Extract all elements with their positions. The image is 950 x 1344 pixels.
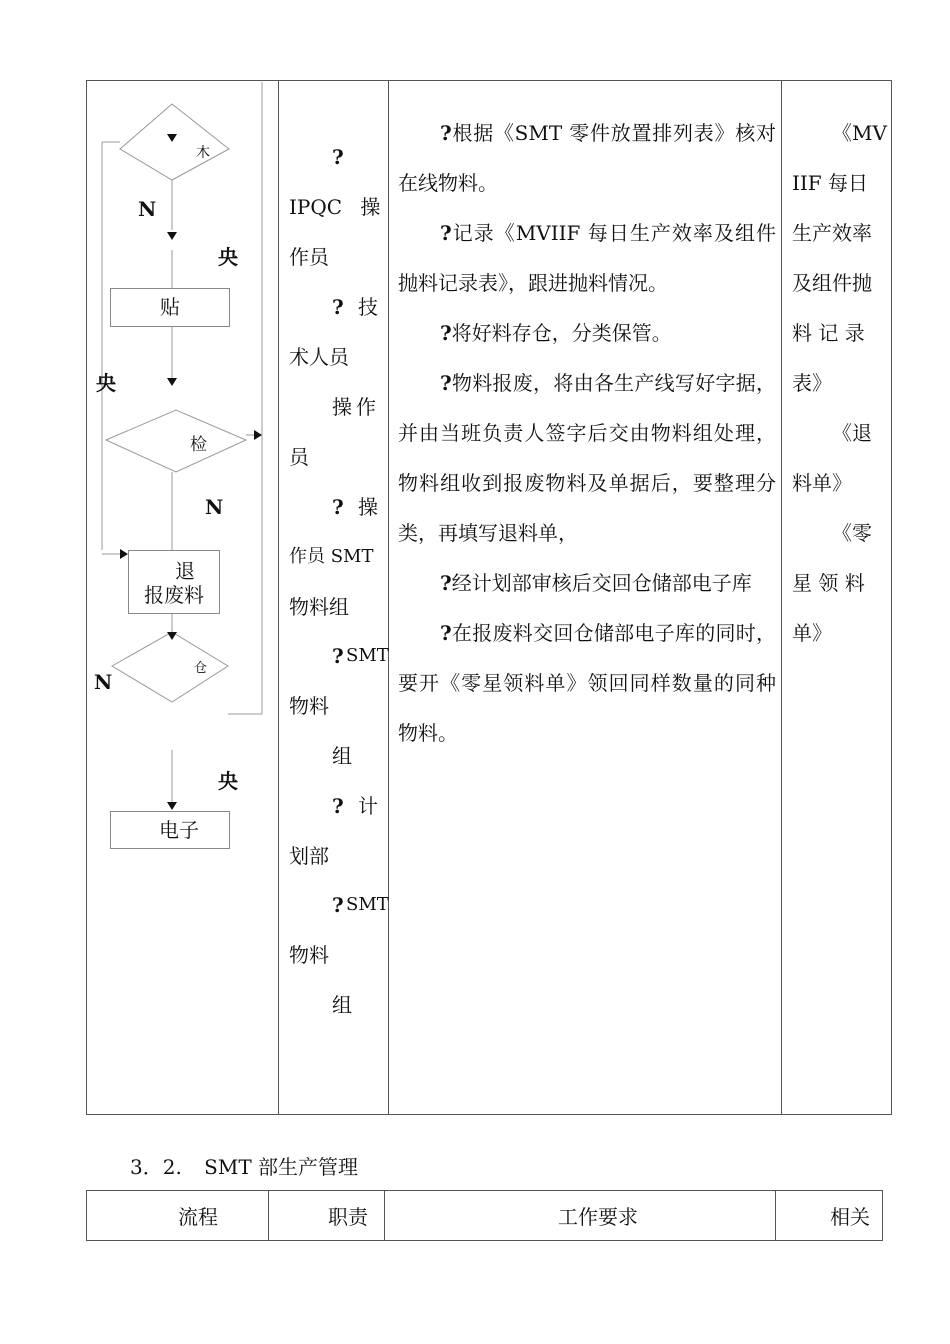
resp-line: 计: [358, 794, 378, 818]
table2-left-border: [86, 1190, 87, 1241]
resp-line: 组: [332, 993, 352, 1017]
doc-line: 《退: [832, 421, 872, 445]
requirement-item: ?物料报废，将由各生产线写好字据，并由当班负责人签字后交由物料组处理，物料组收到报废物料及单据后，要整理分类，再填写退料单，: [398, 371, 776, 545]
flow-box-electronic-label: 电子: [159, 818, 199, 842]
flow-no-label-1: N: [138, 197, 157, 221]
resp-mark: ?: [332, 295, 344, 319]
table-right-border: [891, 80, 892, 1115]
resp-line: 操: [358, 495, 378, 519]
resp-line: IPQC 操: [289, 195, 381, 219]
doc-line: 星 领 料: [792, 571, 865, 595]
resp-line: SMT: [346, 645, 389, 666]
resp-line: 操作: [332, 395, 380, 419]
flow-box-return: [128, 550, 220, 614]
resp-line: 划部: [289, 844, 329, 868]
doc-line: 生产效率: [792, 221, 872, 245]
resp-mark: ?: [332, 495, 344, 519]
doc-line: IIF 每日: [792, 171, 869, 195]
resp-line: 物料: [289, 943, 329, 967]
flow-no-label-3: N: [94, 670, 113, 694]
doc-line: 《MV: [832, 121, 887, 145]
section-title: SMT 部生产管理: [204, 1155, 359, 1179]
flow-no-label-2: N: [205, 495, 224, 519]
table2-divider-2: [384, 1190, 385, 1241]
section-number: 3．2.: [130, 1155, 182, 1179]
flow-connector-2: 央: [96, 371, 116, 395]
flow-box-paste-label: 贴: [160, 295, 180, 319]
resp-mark: ?: [332, 145, 344, 169]
resp-line: SMT: [346, 894, 389, 915]
requirement-item: ?根据《SMT 零件放置排列表》核对在线物料。: [398, 121, 776, 195]
doc-line: 料 记 录: [792, 321, 865, 345]
section-heading: [130, 1156, 358, 1178]
resp-line: 术人员: [289, 345, 349, 369]
flowchart: [86, 80, 278, 880]
requirement-item: ?记录《MVIIF 每日生产效率及组件抛料记录表》，跟进抛料情况。: [398, 221, 776, 295]
resp-mark: ?: [332, 893, 344, 917]
header-duty: 职责: [328, 1205, 368, 1229]
requirement-item: ?在报废料交回仓储部电子库的同时，要开《零星领料单》领回同样数量的同种物料。: [398, 621, 776, 745]
resp-line: 组: [332, 744, 352, 768]
requirements-column: [398, 108, 776, 758]
flow-diamond2-label: 检: [190, 435, 207, 455]
header-flow: 流程: [178, 1205, 218, 1229]
header-related: 相关: [830, 1205, 870, 1229]
table-col-divider-2: [388, 80, 389, 1115]
table2-right-border: [882, 1190, 883, 1241]
flow-diamond3-label: 仓: [194, 661, 208, 676]
doc-line: 表》: [792, 371, 832, 395]
requirement-item: ?将好料存仓，分类保管。: [440, 321, 672, 345]
table-bottom-border: [86, 1114, 892, 1115]
flow-box-return-line2: 报废料: [144, 583, 204, 607]
flow-box-paste: [110, 288, 230, 327]
resp-line: 技: [358, 295, 378, 319]
resp-line: 物料: [289, 694, 329, 718]
doc-line: 料单》: [792, 471, 852, 495]
flow-diamond1-label: 木: [196, 145, 210, 161]
table2-bottom-border: [86, 1240, 883, 1241]
table-col-divider-3: [781, 80, 782, 1115]
requirement-item: ?经计划部审核后交回仓储部电子库: [440, 571, 752, 595]
doc-line: 《零: [832, 521, 872, 545]
table2-top-border: [86, 1190, 883, 1191]
doc-line: 单》: [792, 621, 832, 645]
flow-connector-1: 央: [218, 245, 238, 269]
header-requirements: 工作要求: [558, 1205, 638, 1229]
resp-line: 员: [289, 445, 309, 469]
table2-divider-3: [775, 1190, 776, 1241]
doc-line: 及组件抛: [792, 271, 872, 295]
table2-divider-1: [268, 1190, 269, 1241]
flow-connector-3: 央: [218, 769, 238, 793]
resp-line: 作员 SMT: [289, 546, 374, 567]
resp-mark: ?: [332, 794, 344, 818]
resp-line: 物料组: [289, 595, 349, 619]
resp-mark: ?: [332, 644, 344, 668]
resp-line: 作员: [289, 245, 329, 269]
table-col-divider-1: [278, 80, 279, 1115]
flow-box-return-line1: 退: [175, 559, 195, 583]
flow-box-electronic: [110, 811, 230, 849]
